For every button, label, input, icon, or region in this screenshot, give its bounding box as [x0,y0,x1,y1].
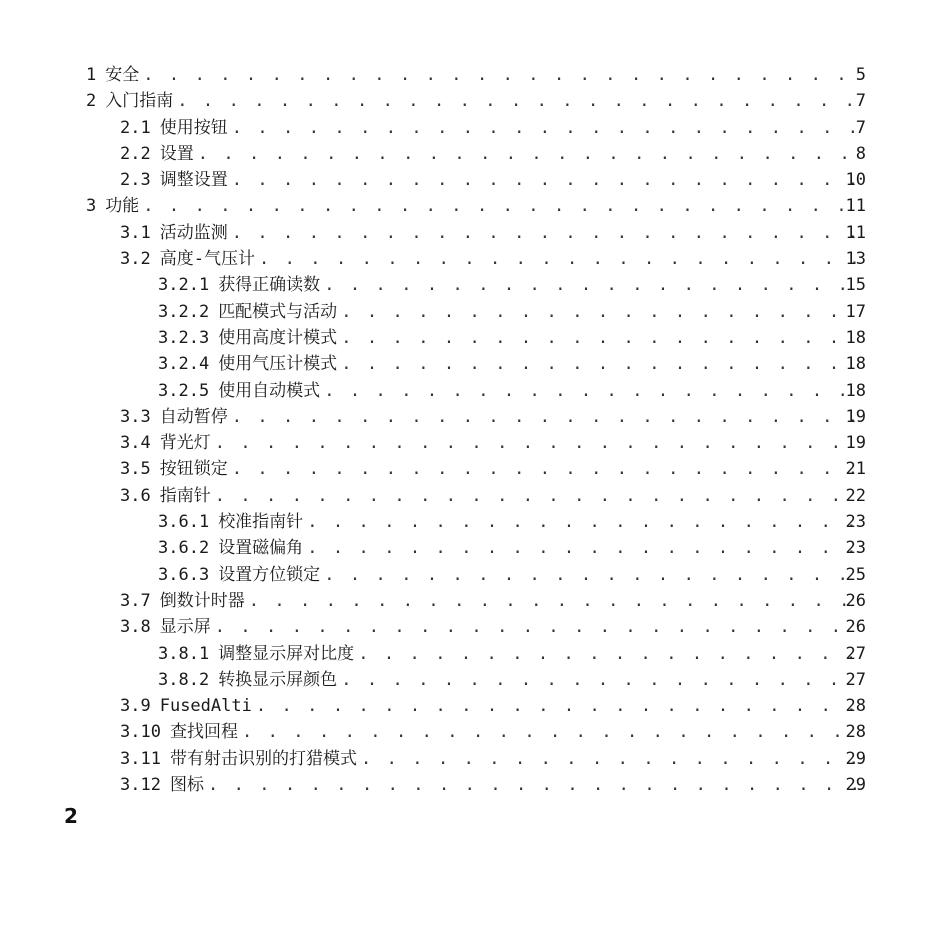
toc-dot-leader [242,719,858,745]
toc-section-number: 3.4 [120,433,151,454]
toc-entry[interactable] [0,272,950,298]
toc-section-number: 3.7 [120,590,151,611]
toc-dot-leader [256,693,858,719]
toc-page-number: 10 [845,170,866,191]
toc-dot-leader [324,562,858,588]
toc-dot-leader [259,246,858,272]
toc-page-number: 8 [855,143,866,164]
toc-page-number: 28 [845,696,866,717]
toc-entry[interactable] [0,220,950,246]
toc-entry[interactable] [0,167,950,193]
toc-section-title: 使用气压计模式 [218,354,338,375]
toc-dot-leader [215,614,858,640]
toc-entry-heading [86,88,858,114]
toc-section-number: 2.3 [120,170,151,191]
toc-entry-heading [120,430,858,456]
toc-page-number: 18 [845,380,866,401]
toc-entry-heading [120,746,858,772]
toc-entry[interactable] [0,378,950,404]
toc-entry-heading [158,535,858,561]
toc-entry-heading [158,325,858,351]
toc-entry[interactable] [0,325,950,351]
toc-section-number: 3.6.2 [158,538,210,559]
toc-dot-leader [198,141,858,167]
toc-entry[interactable] [0,509,950,535]
toc-section-number: 3.2.2 [158,301,210,322]
toc-section-title: 使用自动模式 [218,380,321,401]
toc-section-number: 2.2 [120,143,151,164]
toc-page-number: 19 [845,433,866,454]
toc-dot-leader [232,404,858,430]
toc-entry[interactable] [0,535,950,561]
toc-entry[interactable] [0,430,950,456]
toc-entry[interactable] [0,62,950,88]
toc-entry-heading [120,693,858,719]
toc-section-title: 背光灯 [159,433,211,454]
toc-page-number: 11 [845,196,866,217]
toc-dot-leader [307,535,858,561]
toc-entry-heading [120,614,858,640]
toc-entry-heading [158,299,858,325]
toc-dot-leader [249,588,858,614]
toc-dot-leader [341,351,858,377]
toc-section-number: 3.11 [120,748,161,769]
toc-section-title: 设置 [159,143,194,164]
toc-page-number: 15 [845,275,866,296]
toc-section-number: 3.6 [120,485,151,506]
toc-entry-heading [120,115,858,141]
toc-dot-leader [341,325,858,351]
toc-entry-heading [120,456,858,482]
toc-section-number: 3.8.1 [158,643,210,664]
toc-entry-heading [120,246,858,272]
toc-page-number: 7 [855,91,866,112]
toc-page-number: 23 [845,538,866,559]
toc-section-title: 活动监测 [159,222,228,243]
toc-entry[interactable] [0,141,950,167]
toc-entry-heading [120,404,858,430]
toc-dot-leader [143,62,858,88]
toc-entry[interactable] [0,483,950,509]
toc-entry[interactable] [0,746,950,772]
toc-section-title: 查找回程 [169,722,238,743]
toc-dot-leader [177,88,858,114]
toc-entry[interactable] [0,614,950,640]
toc-entry-heading [120,167,858,193]
toc-entry-heading [86,193,858,219]
toc-dot-leader [358,641,858,667]
toc-section-title: 入门指南 [105,91,174,112]
toc-page-number: 17 [845,301,866,322]
toc-entry[interactable] [0,772,950,798]
toc-page-number: 27 [845,643,866,664]
toc-section-number: 3.2.4 [158,354,210,375]
toc-page-number: 23 [845,512,866,533]
toc-entry-heading [158,272,858,298]
toc-page-number: 7 [855,117,866,138]
toc-dot-leader [232,115,858,141]
toc-section-number: 3.2.5 [158,380,210,401]
toc-page-number: 19 [845,406,866,427]
toc-page-number: 28 [845,722,866,743]
toc-section-title: 图标 [169,775,204,796]
toc-dot-leader [143,193,858,219]
toc-entry-heading [120,719,858,745]
toc-section-title: 校准指南针 [218,512,304,533]
toc-entry[interactable] [0,456,950,482]
toc-page-number: 22 [845,485,866,506]
toc-entry-heading [158,667,858,693]
toc-entry-heading [158,509,858,535]
toc-entry-heading [120,588,858,614]
toc-section-title: 调整显示屏对比度 [218,643,355,664]
toc-section-number: 3.2.1 [158,275,210,296]
toc-entry[interactable] [0,562,950,588]
toc-entry-heading [158,562,858,588]
toc-page-number: 27 [845,669,866,690]
toc-section-number: 3.3 [120,406,151,427]
toc-entry[interactable] [0,88,950,114]
toc-entry-heading [86,62,858,88]
toc-section-number: 3.8.2 [158,669,210,690]
toc-dot-leader [208,772,858,798]
toc-section-title: 设置磁偏角 [218,538,304,559]
toc-section-title: 设置方位锁定 [218,564,321,585]
toc-entry-heading [158,351,858,377]
toc-entry[interactable] [0,693,950,719]
toc-page-number: 18 [845,354,866,375]
toc-entry[interactable] [0,246,950,272]
toc-entry[interactable] [0,667,950,693]
toc-dot-leader [232,167,858,193]
toc-dot-leader [324,272,858,298]
toc-section-title: 匹配模式与活动 [218,301,338,322]
toc-section-number: 3.12 [120,775,161,796]
toc-page-number: 29 [845,775,866,796]
toc-page-number: 18 [845,327,866,348]
toc-dot-leader [324,378,858,404]
toc-entry-heading [120,483,858,509]
toc-section-number: 3.6.3 [158,564,210,585]
toc-page-number: 25 [845,564,866,585]
toc-page-number: 29 [845,748,866,769]
toc-section-title: 使用按钮 [159,117,228,138]
toc-section-title: FusedAlti [159,696,252,717]
toc-entry[interactable] [0,193,950,219]
toc-section-number: 1 [86,65,97,85]
toc-page-number: 13 [845,249,866,270]
toc-dot-leader [215,483,858,509]
toc-entry-heading [120,772,858,798]
toc-page-number: 26 [845,617,866,638]
toc-entry[interactable] [0,404,950,430]
page-number: 2 [64,804,78,828]
toc-section-number: 3.9 [120,696,151,717]
toc-section-title: 倒数计时器 [159,590,245,611]
toc-dot-leader [341,299,858,325]
toc-entry[interactable] [0,351,950,377]
toc-entry[interactable] [0,719,950,745]
toc-entry[interactable] [0,641,950,667]
toc-dot-leader [232,456,858,482]
toc-dot-leader [232,220,858,246]
toc-entry-heading [158,378,858,404]
toc-section-title: 转换显示屏颜色 [218,669,338,690]
toc-section-title: 指南针 [159,485,211,506]
toc-section-title: 调整设置 [159,170,228,191]
toc-section-title: 高度-气压计 [159,249,255,270]
toc-section-number: 3.6.1 [158,512,210,533]
toc-section-title: 带有射击识别的打猎模式 [169,748,357,769]
toc-section-number: 3.1 [120,222,151,243]
toc-page-number: 26 [845,590,866,611]
toc-section-title: 功能 [105,196,140,217]
toc-page-number: 11 [845,222,866,243]
toc-section-title: 自动暂停 [159,406,228,427]
toc-entry[interactable] [0,115,950,141]
toc-dot-leader [341,667,858,693]
toc-page-number: 5 [855,65,866,85]
toc-section-title: 使用高度计模式 [218,327,338,348]
toc-entry-heading [120,141,858,167]
toc-dot-leader [215,430,858,456]
toc-section-number: 3.2 [120,249,151,270]
toc-entry[interactable] [0,299,950,325]
toc-section-number: 2.1 [120,117,151,138]
toc-section-number: 3.5 [120,459,151,480]
toc-section-number: 3 [86,196,97,217]
toc-page-number: 21 [845,459,866,480]
toc-dot-leader [361,746,858,772]
toc-section-title: 按钮锁定 [159,459,228,480]
toc-section-title: 安全 [105,65,140,85]
toc-entry-heading [158,641,858,667]
toc-section-title: 获得正确读数 [218,275,321,296]
toc-dot-leader [307,509,858,535]
toc-entry[interactable] [0,588,950,614]
toc-entry-heading [120,220,858,246]
toc-section-number: 3.10 [120,722,161,743]
toc-section-number: 2 [86,91,97,112]
toc-section-number: 3.2.3 [158,327,210,348]
toc-section-number: 3.8 [120,617,151,638]
table-of-contents [0,62,950,798]
toc-section-title: 显示屏 [159,617,211,638]
